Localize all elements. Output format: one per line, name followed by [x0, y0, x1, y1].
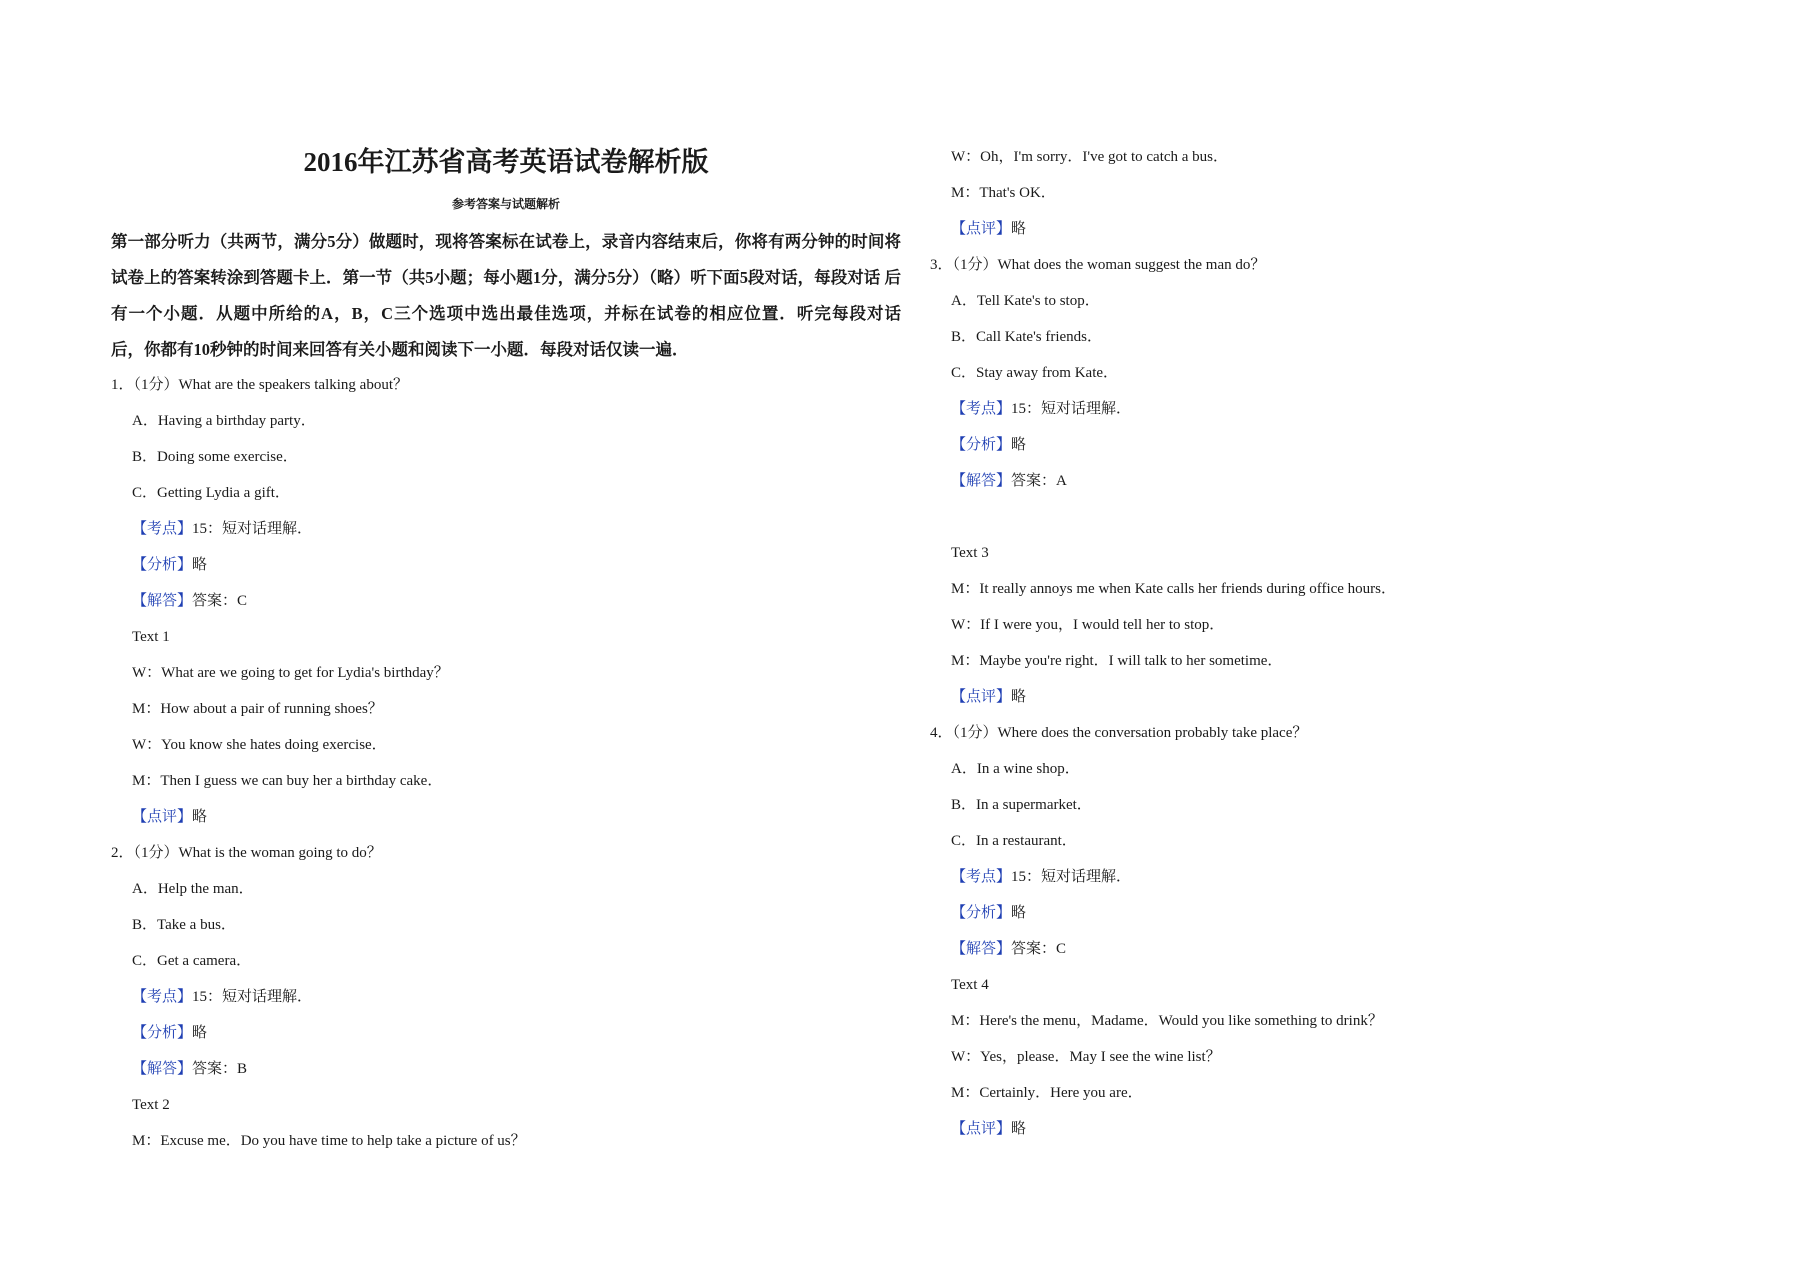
fenxi-tag: 【分析】	[951, 905, 1012, 921]
instruction-line: 试卷上的答案转涂到答题卡上．第一节（共5小题；每小题1分，满分5分）（略）听下面5段对话，每段对话	[111, 268, 881, 287]
dialog-line: W：Oh，I'm sorry．I've got to catch a bus．	[951, 149, 1229, 165]
fenxi-tag: 【分析】	[132, 1025, 193, 1041]
instruction-line: 第一部分听力（共两节，满分5分）做题时，现将答案标在试卷上，录音内容结束后，你将有两分钟的时间将	[111, 232, 901, 251]
dianping-tag: 【点评】	[132, 809, 193, 825]
jieda-tag: 【解答】	[951, 941, 1012, 957]
dianping-tag: 【点评】	[951, 689, 1012, 705]
dialog-line: M：How about a pair of running shoes？	[132, 701, 383, 717]
instruction-line: 后，你都有10秒钟的时间来回答有关小题和阅读下一小题．每段对话仅读一遍．	[111, 340, 689, 359]
dianping-row	[132, 807, 207, 827]
jieda-value: 答案：C	[1011, 941, 1067, 957]
dianping-value: 略	[192, 809, 208, 825]
fenxi-value: 略	[1011, 437, 1027, 453]
option-b: B．Take a bus．	[132, 917, 236, 933]
fenxi-row	[132, 555, 207, 575]
kaodian-tag: 【考点】	[132, 989, 193, 1005]
dianping-value: 略	[1011, 689, 1027, 705]
jieda-value: 答案：B	[192, 1061, 248, 1077]
dianping-tag: 【点评】	[951, 221, 1012, 237]
jieda-tag: 【解答】	[132, 593, 193, 609]
jieda-tag: 【解答】	[132, 1061, 193, 1077]
fenxi-value: 略	[192, 557, 208, 573]
option-c: C．Getting Lydia a gift．	[132, 485, 290, 501]
document-title: 2016年江苏省高考英语试卷解析版	[303, 147, 709, 177]
question-stem: 2．（1分）What is the woman going to do？	[111, 845, 382, 861]
dialog-line: M：It really annoys me when Kate calls her friends during office hours．	[951, 581, 1397, 597]
dialog-line: M：Excuse me．Do you have time to help take a picture of us？	[132, 1133, 526, 1149]
fenxi-tag: 【分析】	[132, 557, 193, 573]
dialog-line: W：Yes，please．May I see the wine list？	[951, 1049, 1221, 1065]
option-a: A．Having a birthday party．	[132, 413, 316, 429]
option-c: C．Stay away from Kate．	[951, 365, 1119, 381]
option-b: B．In a supermarket．	[951, 797, 1092, 813]
section-instructions	[111, 224, 901, 368]
jieda-value: 答案：C	[192, 593, 248, 609]
option-b: B．Doing some exercise．	[132, 449, 298, 465]
text-label: Text 2	[132, 1097, 170, 1113]
question-stem: 1．（1分）What are the speakers talking about？	[111, 377, 408, 393]
jieda-row	[132, 591, 247, 611]
jieda-row	[132, 1059, 247, 1079]
option-c: C．Get a camera．	[132, 953, 252, 969]
option-a: A．Tell Kate's to stop．	[951, 293, 1100, 309]
dianping-row	[951, 687, 1026, 707]
jieda-value: 答案：A	[1011, 473, 1067, 489]
jieda-row	[951, 471, 1067, 491]
question-stem: 4．（1分）Where does the conversation probably take place？	[930, 725, 1308, 741]
kaodian-row	[951, 399, 1131, 419]
text-label: Text 1	[132, 629, 170, 645]
text-label: Text 4	[951, 977, 989, 993]
option-b: B．Call Kate's friends．	[951, 329, 1103, 345]
kaodian-tag: 【考点】	[951, 869, 1012, 885]
dianping-row	[951, 1119, 1026, 1139]
fenxi-tag: 【分析】	[951, 437, 1012, 453]
dianping-value: 略	[1011, 221, 1027, 237]
fenxi-value: 略	[1011, 905, 1027, 921]
kaodian-value: 15：短对话理解．	[192, 989, 313, 1005]
dialog-line: M：Here's the menu，Madame．Would you like something to drink？	[951, 1013, 1383, 1029]
dialog-line: W：You know she hates doing exercise．	[132, 737, 387, 753]
fenxi-row	[951, 903, 1026, 923]
dianping-row	[951, 219, 1026, 239]
text-label: Text 3	[951, 545, 989, 561]
instruction-line: 后有一个小题．从题中所给的A，B，C三个选项中选出最佳选项，并标在试卷的相应位置．听完每段对话	[111, 268, 902, 323]
dialog-line: W：What are we going to get for Lydia's birthday？	[132, 665, 449, 681]
kaodian-tag: 【考点】	[132, 521, 193, 537]
dialog-line: M：Certainly．Here you are．	[951, 1085, 1143, 1101]
fenxi-value: 略	[192, 1025, 208, 1041]
option-c: C．In a restaurant．	[951, 833, 1077, 849]
question-stem: 3．（1分）What does the woman suggest the man do？	[930, 257, 1266, 273]
kaodian-row	[951, 867, 1131, 887]
kaodian-row	[132, 519, 312, 539]
kaodian-value: 15：短对话理解．	[1011, 401, 1132, 417]
kaodian-row	[132, 987, 312, 1007]
dialog-line: M：Then I guess we can buy her a birthday cake．	[132, 773, 443, 789]
dialog-line: M：Maybe you're right．I will talk to her sometime．	[951, 653, 1283, 669]
document-subtitle: 参考答案与试题解析	[451, 197, 560, 211]
kaodian-value: 15：短对话理解．	[192, 521, 313, 537]
fenxi-row	[132, 1023, 207, 1043]
kaodian-value: 15：短对话理解．	[1011, 869, 1132, 885]
dianping-tag: 【点评】	[951, 1121, 1012, 1137]
dianping-value: 略	[1011, 1121, 1027, 1137]
option-a: A．Help the man．	[132, 881, 254, 897]
dialog-line: W：If I were you，I would tell her to stop．	[951, 617, 1225, 633]
option-a: A．In a wine shop．	[951, 761, 1080, 777]
dialog-line: M：That's OK．	[951, 185, 1056, 201]
fenxi-row	[951, 435, 1026, 455]
jieda-row	[951, 939, 1066, 959]
kaodian-tag: 【考点】	[951, 401, 1012, 417]
jieda-tag: 【解答】	[951, 473, 1012, 489]
